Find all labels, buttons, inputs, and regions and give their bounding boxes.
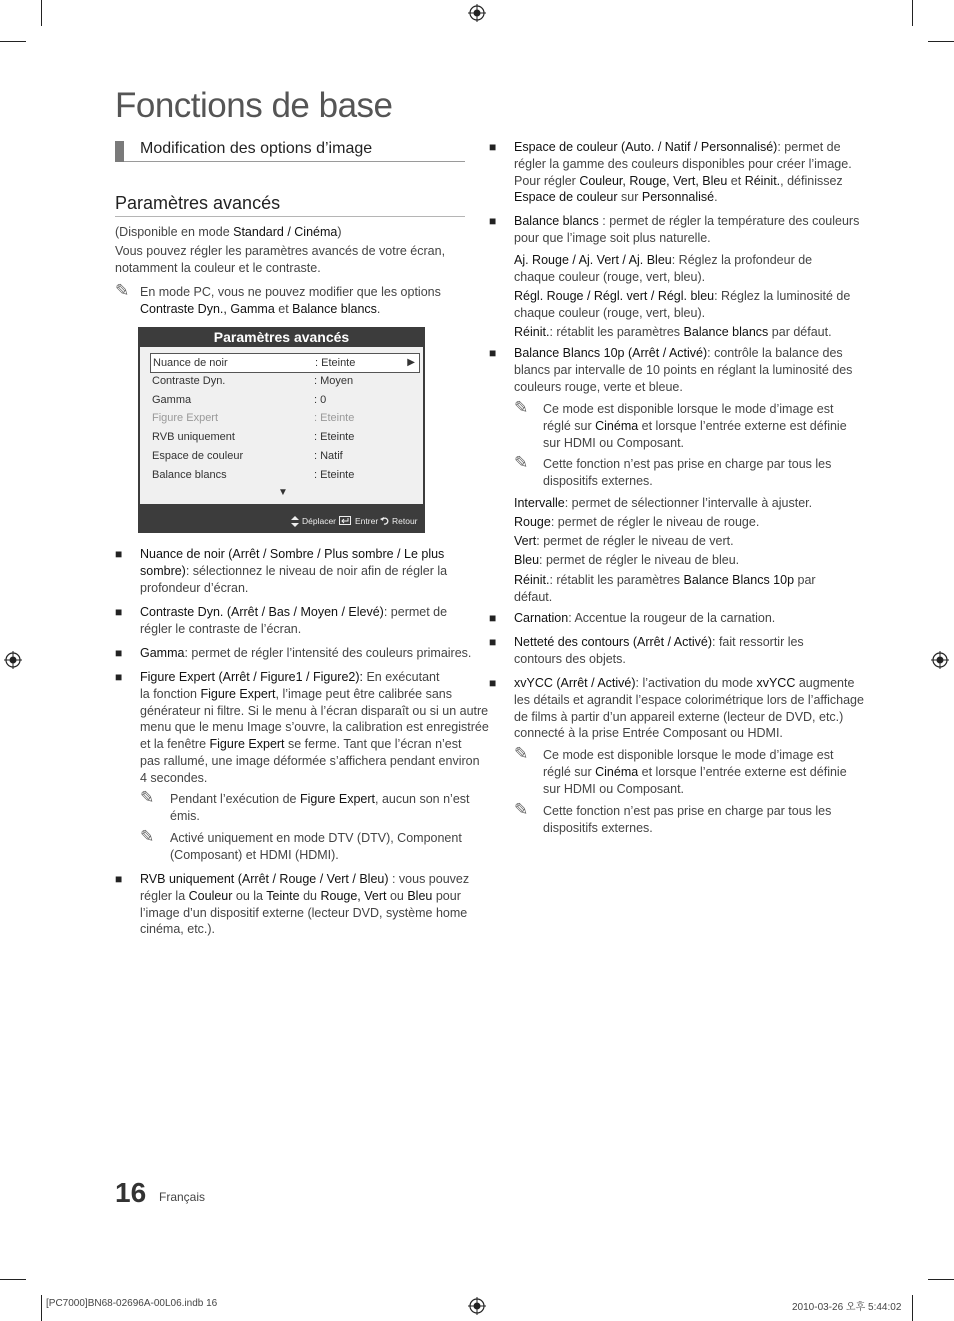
print-file-info: [PC7000]BN68-02696A-00L06.indb 16 [46,1298,218,1309]
bullet-icon: ■ [489,676,497,690]
crop-mark [0,41,26,42]
crop-mark [928,41,954,42]
bullet-icon: ■ [489,140,497,154]
item-carnation: Carnation: Accentue la rougeur de la carnation. [514,611,776,625]
registration-mark-icon [468,1297,486,1315]
bullet-icon: ■ [489,346,497,360]
menu-panel [140,347,423,504]
osd-menu [138,327,425,533]
page-number: 16 [115,1177,147,1208]
menu-row-espace-de-couleur[interactable]: Espace de couleur : Natif [152,450,343,462]
intro-paragraph: Vous pouvez régler les paramètres avancés de votre écran, notamment la couleur et le contraste. [115,244,446,275]
menu-row-contraste-dyn[interactable]: Contraste Dyn. : Moyen [152,375,354,387]
figure-expert-note-2: Activé uniquement en mode DTV (DTV), Component (Composant) et HDMI (HDMI). [170,831,462,862]
note-icon: ✎ [140,788,155,807]
availability-text: (Disponible en mode Standard / Cinéma) [115,225,342,239]
pc-mode-note: En mode PC, vous ne pouvez modifier que les options Contraste Dyn., Gamma et Balance blancs. [140,285,441,316]
bullet-icon: ■ [115,646,123,660]
page-language: Français [159,1190,206,1204]
balance-aj: Aj. Rouge / Aj. Vert / Aj. Bleu: Réglez la profondeur de chaque couleur (rouge, vert, bleu). [514,253,813,284]
bullet-icon: ■ [489,214,497,228]
item-balance-blancs-10p: Balance Blancs 10p (Arrêt / Activé): contrôle la balance des blancs par intervalle de 10 points en réglant la luminosité des couleurs rouge, verte et bleue. [514,346,853,394]
balance10-note-2: Cette fonction n’est pas prise en charge par tous les dispositifs externes. [543,457,832,488]
balance10-bleu: Bleu: permet de régler le niveau de bleu. [514,553,740,567]
item-nuance-de-noir: Nuance de noir (Arrêt / Sombre / Plus sombre / Le plus sombre): sélectionnez le niveau de noir afin de régler la profondeur d’écran. [140,547,448,595]
crop-mark [41,0,42,26]
move-hint: Déplacer [302,516,337,526]
crop-mark [41,1295,42,1321]
subsection-title: Paramètres avancés [115,193,465,217]
menu-footer [138,509,425,533]
crop-mark [0,1279,26,1280]
xvycc-note-1: Ce mode est disponible lorsque le mode d’image est réglé sur Cinéma et lorsque l’entrée externe est définie sur HDMI ou Composant. [543,748,847,796]
bullet-icon: ■ [489,635,497,649]
bullet-icon: ■ [115,547,123,561]
item-xvycc: xvYCC (Arrêt / Activé): l’activation du mode xvYCC augmente les détails et agrandit l’espace colorimétrique lors de l’affichage de films à partir d’un appareil externe (lecteur de DVD, etc.) connecté à la prise Entrée Composant ou HDMI. [514,676,864,741]
item-balance-blancs: Balance blancs : permet de régler la température des couleurs pour que l’image soit plus naturelle. [514,214,860,245]
crop-mark [912,1295,913,1321]
note-icon: ✎ [514,398,529,417]
bullet-icon: ■ [115,670,123,684]
note-icon: ✎ [514,744,529,763]
bullet-icon: ■ [115,605,123,619]
note-icon: ✎ [140,827,155,846]
item-espace-de-couleur: Espace de couleur (Auto. / Natif / Personnalisé): permet de régler la gamme des couleurs disponibles pour créer l’image. Pour régler Couleur, Rouge, Vert, Bleu et Réinit., définissez Espace de couleur sur Personnalisé. [514,140,852,205]
bullet-icon: ■ [115,872,123,886]
enter-icon [339,516,351,525]
crop-mark [928,1279,954,1280]
scroll-down-arrow-icon[interactable]: ▼ [278,487,288,498]
balance10-vert: Vert: permet de régler le niveau de vert. [514,534,734,548]
right-arrow-icon: ▶ [407,357,415,368]
menu-row-gamma[interactable]: Gamma : 0 [152,394,327,406]
note-icon: ✎ [514,800,529,819]
item-figure-expert: Figure Expert (Arrêt / Figure1 / Figure2): En exécutant la fonction Figure Expert, l’image peut être calibrée sans générateur ni filtre. Si le menu à l’écran disparaît ou si un autre menu que le menu Image s’ouvre, la calibration est enregistrée et la fenêtre Figure Expert se ferme. Tant que l’écran n’est pas rallumé, une image déformée s’affichera pendant environ 4 secondes. [140,670,489,785]
item-rvb-uniquement: RVB uniquement (Arrêt / Rouge / Vert / Bleu) : vous pouvez régler la Couleur ou la Teinte du Rouge, Vert ou Bleu pour l’image d’un dispositif externe (lecteur DVD, système home cinéma, etc.). [140,872,470,937]
menu-title: Paramètres avancés [213,329,350,345]
enter-hint: Entrer [355,516,379,526]
print-timestamp: 2010-03-26 오후 5:44:02 [792,1302,902,1313]
registration-mark-icon [468,4,486,22]
updown-icon [291,516,299,527]
menu-row-rvb-uniquement[interactable]: RVB uniquement : Eteinte [152,431,355,443]
balance-regl: Régl. Rouge / Régl. vert / Régl. bleu: Réglez la luminosité de chaque couleur (rouge, vert, bleu). [514,289,851,320]
figure-expert-note-1: Pendant l’exécution de Figure Expert, aucun son n’est émis. [170,792,470,823]
menu-row-balance-blancs[interactable]: Balance blancs : Eteinte [152,469,355,481]
section-title: Modification des options d’image [140,140,373,157]
crop-mark [912,0,913,26]
xvycc-note-2: Cette fonction n’est pas prise en charge par tous les dispositifs externes. [543,804,832,835]
back-hint: Retour [392,516,418,526]
note-icon: ✎ [115,281,130,300]
balance10-reinit: Réinit.: rétablit les paramètres Balance Blancs 10p par défaut. [514,573,816,604]
item-gamma: Gamma: permet de régler l’intensité des couleurs primaires. [140,646,472,660]
balance-reinit: Réinit.: rétablit les paramètres Balance blancs par défaut. [514,325,832,339]
balance10-note-1: Ce mode est disponible lorsque le mode d’image est réglé sur Cinéma et lorsque l’entrée externe est définie sur HDMI ou Composant. [543,402,847,450]
bullet-icon: ■ [489,611,497,625]
item-nettete-des-contours: Netteté des contours (Arrêt / Activé): fait ressortir les contours des objets. [514,635,804,666]
menu-row-figure-expert: Figure Expert : Eteinte [152,412,355,424]
menu-row-nuance-de-noir[interactable]: Nuance de noir : Eteinte ▶ [150,353,420,373]
return-icon [380,516,389,525]
section-marker [115,141,124,162]
page-title: Fonctions de base [115,86,393,125]
note-icon: ✎ [514,453,529,472]
balance10-intervalle: Intervalle: permet de sélectionner l’intervalle à ajuster. [514,496,813,510]
section-header [115,139,465,162]
item-contraste-dyn: Contraste Dyn. (Arrêt / Bas / Moyen / Elevé): permet de régler le contraste de l’écran. [140,605,448,636]
balance10-rouge: Rouge: permet de régler le niveau de rouge. [514,515,760,529]
registration-mark-icon [4,651,22,669]
registration-mark-icon [931,651,949,669]
